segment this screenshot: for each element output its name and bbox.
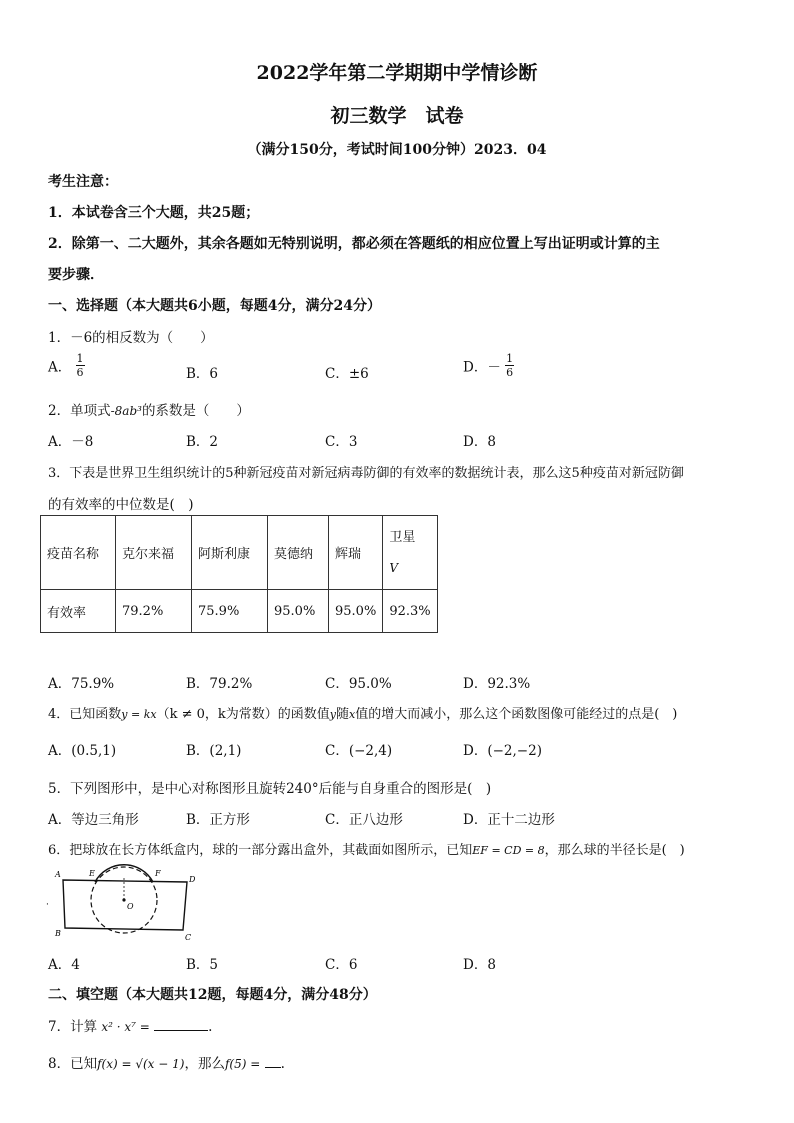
q6-option-b: B．5 [186,957,219,973]
q4-stem-post: 值的增大而减小，那么这个函数图像可能经过的点是( ) [355,707,678,722]
q1-option-a-label: A． [48,359,72,376]
q4-x-variable: x [349,708,356,721]
box-ball-figure [45,864,205,944]
q2-stem-pre: 2．单项式 [48,403,111,419]
q4-function: y = kx [121,708,157,721]
q1-option-c: C．±6 [325,366,369,382]
q4-stem-mid: 随 [335,707,349,722]
q2-stem [48,399,250,419]
q6-stem-pre: 6．把球放在长方体纸盒内，球的一部分露出盒外，其截面如图所示，已知 [48,843,473,858]
q6-stem [48,839,685,858]
exam-subtitle: 初三数学 试卷 [330,105,464,127]
q6-stem-post: ，那么球的半径长是( ) [544,843,685,858]
q5-option-d: D．正十二边形 [463,812,555,828]
fraction-denominator: 6 [76,366,84,379]
table-cell: 92.3% [383,590,438,633]
q4-option-d [463,739,542,759]
q1-stem: 1．－6的相反数为（ ） [48,330,214,346]
q8-stem [48,1052,285,1072]
q1-option-d-label: D．－ [463,359,501,376]
table-cell: 疫苗名称 [41,516,116,590]
option-point: (−2,−2) [487,743,542,759]
option-label: C． [325,743,349,759]
table-header-row [41,516,438,590]
q2-option-b: B．2 [186,434,219,450]
q3-stem-line-1: 3．下表是世界卫生组织统计的5种新冠疫苗对新冠病毒防御的有效率的数据统计表，那么这5种疫苗对新冠防御 [48,466,684,481]
table-cell-line: V [389,560,398,575]
table-cell: 79.2% [116,590,192,633]
fraction-numerator: 1 [506,352,514,365]
table-cell: 莫德纳 [268,516,329,590]
q7-answer-blank [154,1030,208,1031]
q2-option-c: C．3 [325,434,358,450]
q6-condition: EF = CD = 8 [472,844,545,857]
notice-item-1: 1．本试卷含三个大题，共25题； [48,205,260,221]
q5-stem: 5．下列图形中，是中心对称图形且旋转240°后能与自身重合的图形是( ) [48,781,492,797]
notice-item-2-line-2: 要步骤． [48,267,104,283]
q6-option-a: A．4 [48,957,80,973]
fraction-numerator: 1 [76,352,84,365]
q1-option-d [463,352,514,379]
q7-stem-post: . [208,1019,213,1035]
label-e: E [89,869,95,878]
q2-stem-post: 的系数是（ ） [141,403,250,419]
table-cell: 95.0% [329,590,383,633]
q2-expression: -8ab³ [110,404,142,418]
q6-option-c: C．6 [325,957,358,973]
q2-option-a: A．－8 [48,434,94,450]
exam-info: （满分150分，考试时间100分钟）2023．04 [247,142,547,158]
table-cell [383,516,438,590]
stray-dot: · [46,900,49,910]
q8-expression: f(5) = [224,1057,261,1071]
q4-condition: （k ≠ 0，k为常数）的函数值 [156,707,330,722]
q4-option-a [48,739,116,759]
q4-stem-pre: 4．已知函数 [48,707,122,722]
q3-option-a: A．75.9% [48,676,115,692]
q5-option-b: B．正方形 [186,812,250,828]
table-row [41,590,438,633]
q5-option-c: C．正八边形 [325,812,403,828]
label-b: B [55,929,61,938]
box-outline [63,880,187,930]
option-label: D． [463,743,488,759]
label-f: F [155,869,161,878]
q3-option-c: C．95.0% [325,676,392,692]
label-c: C [185,933,192,942]
q7-stem-pre: 7．计算 [48,1019,98,1035]
q1-option-d-fraction [505,352,514,379]
section-1-heading: 一、选择题（本大题共6小题，每题4分，满分24分） [48,298,381,314]
exam-title: 2022学年第二学期期中学情诊断 [256,62,538,84]
q4-y-variable: y [329,708,336,721]
q3-option-d: D．92.3% [463,676,531,692]
q3-option-b: B．79.2% [186,676,253,692]
q8-stem-post: . [280,1056,285,1072]
table-cell: 有效率 [41,590,116,633]
q4-option-b [186,739,241,759]
notice-item-2-line-1: 2．除第一、二大题外，其余各题如无特别说明，都必须在答题纸的相应位置上写出证明或计算的主 [48,236,660,252]
q3-stem-line-2: 的有效率的中位数是( ) [48,497,194,513]
option-label: B． [186,743,210,759]
vaccine-table [40,515,438,633]
table-cell: 95.0% [268,590,329,633]
center-point [122,898,125,901]
option-point: (0.5,1) [71,743,117,759]
q7-expression: x² · x⁷ = [101,1020,150,1034]
table-cell: 克尔来福 [116,516,192,590]
label-d: D [189,875,196,884]
q1-option-a-fraction [76,352,85,379]
q1-option-b: B．6 [186,366,219,382]
option-point: (2,1) [209,743,242,759]
q7-stem [48,1015,212,1035]
notice-heading: 考生注意： [48,174,118,190]
q8-function: f(x) = √(x − 1) [97,1057,185,1071]
q1-option-a [48,352,85,379]
table-cell: 辉瑞 [329,516,383,590]
table-cell: 阿斯利康 [192,516,268,590]
q4-stem [48,703,677,722]
table-cell: 75.9% [192,590,268,633]
section-2-heading: 二、填空题（本大题共12题，每题4分，满分48分） [48,987,377,1003]
q8-stem-pre: 8．已知 [48,1056,98,1072]
fraction-denominator: 6 [506,366,514,379]
q2-option-d: D．8 [463,434,496,450]
q6-option-d: D．8 [463,957,496,973]
option-label: A． [48,743,72,759]
option-point: (−2,4) [348,743,393,759]
label-o: O [127,902,134,911]
q8-answer-blank [265,1067,281,1068]
q4-option-c [325,739,392,759]
label-a: A [55,870,61,879]
q5-option-a: A．等边三角形 [48,812,139,828]
table-cell-line: 卫星 [389,529,416,545]
q8-stem-mid: ，那么 [184,1056,225,1072]
